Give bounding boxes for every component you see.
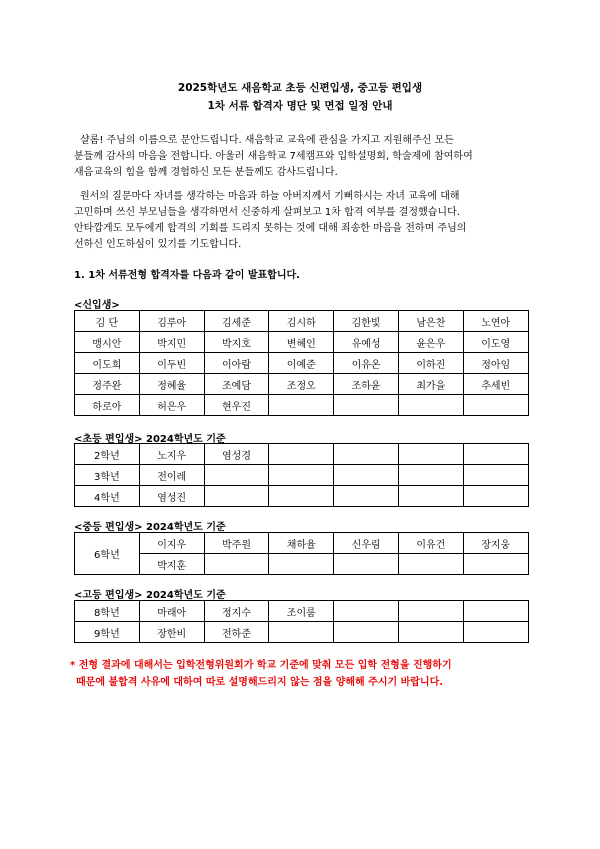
table-cell: 신우림 <box>334 533 399 554</box>
table-cell: 노지우 <box>139 444 204 465</box>
document-title-line2: 1차 서류 합격자 명단 및 면접 일정 안내 <box>207 100 393 112</box>
table-cell: 채하율 <box>269 533 334 554</box>
table-cell: 장한비 <box>139 622 204 643</box>
notice-line: 때문에 불합격 사유에 대하여 따로 설명해드리지 않는 점을 양해해 주시기 바랍니다. <box>76 677 444 688</box>
intro-p2-line: 고민하며 쓰신 부모님들을 생각하면서 신중하게 살펴보고 1차 합격 여부를 결정했습니다. <box>74 207 460 218</box>
table-cell: 염성진 <box>139 486 204 507</box>
table-cell: 정지수 <box>204 601 269 622</box>
table-cell: 정주완 <box>75 374 140 395</box>
table-cell <box>269 622 334 643</box>
table-cell: 정아임 <box>463 353 528 374</box>
table-cell: 마래아 <box>139 601 204 622</box>
table-cell: 조예담 <box>204 374 269 395</box>
table-cell <box>204 486 269 507</box>
table-cell <box>334 601 399 622</box>
new-students-table <box>74 310 529 416</box>
table-cell: 전하준 <box>204 622 269 643</box>
table-cell: 이두빈 <box>139 353 204 374</box>
table-cell: 유예성 <box>334 332 399 353</box>
table-cell: 이유건 <box>398 533 463 554</box>
table-row <box>75 311 529 332</box>
table-cell: 최가을 <box>398 374 463 395</box>
table-cell: 이아람 <box>204 353 269 374</box>
table-body <box>75 601 529 643</box>
table-cell: 이도희 <box>75 353 140 374</box>
table-row <box>75 622 529 643</box>
table-cell: 하로아 <box>75 395 140 416</box>
table-row <box>75 374 529 395</box>
table-cell <box>334 486 399 507</box>
table-cell <box>398 554 463 575</box>
table-cell <box>269 486 334 507</box>
high-transfer-table <box>74 600 529 643</box>
table-cell: 전이레 <box>139 465 204 486</box>
table-cell: 변혜인 <box>269 332 334 353</box>
table-cell: 이예준 <box>269 353 334 374</box>
table-cell: 2학년 <box>75 444 140 465</box>
table-cell: 김세준 <box>204 311 269 332</box>
table-cell: 박지훈 <box>139 554 204 575</box>
table-cell: 박지호 <box>204 332 269 353</box>
table-cell: 3학년 <box>75 465 140 486</box>
table-cell <box>463 601 528 622</box>
table-cell: 김루아 <box>139 311 204 332</box>
table-cell <box>398 444 463 465</box>
intro-p2-line: 원서의 질문마다 자녀를 생각하는 마음과 하늘 아버지께서 기뻐하시는 자녀 교육에 대해 <box>80 191 460 202</box>
table-cell: 정혜율 <box>139 374 204 395</box>
intro-paragraph-2 <box>74 189 544 253</box>
table-row <box>75 353 529 374</box>
table-cell: 이하진 <box>398 353 463 374</box>
intro-p2-line: 선하신 인도하심이 있기를 기도합니다. <box>74 239 242 250</box>
table-cell: 남은찬 <box>398 311 463 332</box>
document-title-line1: 2025학년도 새음학교 초등 신편입생, 중고등 편입생 <box>177 82 423 94</box>
intro-p2-line: 안타깝게도 모두에게 합격의 기회를 드리지 못하는 것에 대해 죄송한 마음을 전하며 주님의 <box>74 223 467 234</box>
table-row <box>75 554 529 575</box>
elementary-transfer-table <box>74 443 529 507</box>
table-body <box>75 311 529 416</box>
table-cell <box>269 554 334 575</box>
table-cell: 이도영 <box>463 332 528 353</box>
table-cell <box>463 395 528 416</box>
table-cell <box>398 622 463 643</box>
table-cell: 조하윤 <box>334 374 399 395</box>
table-body <box>75 444 529 507</box>
high-transfer-heading: <고등 편입생> 2024학년도 기준 <box>74 590 226 601</box>
table-cell <box>398 395 463 416</box>
table-cell: 4학년 <box>75 486 140 507</box>
middle-transfer-heading: <중등 편입생> 2024학년도 기준 <box>74 522 226 533</box>
table-cell <box>334 554 399 575</box>
table-cell <box>463 444 528 465</box>
table-cell: 맹시안 <box>75 332 140 353</box>
table-cell: 김시하 <box>269 311 334 332</box>
table-cell <box>334 444 399 465</box>
table-cell: 장지웅 <box>463 533 528 554</box>
new-students-heading: <신입생> <box>74 300 120 311</box>
table-cell: 김한빛 <box>334 311 399 332</box>
table-cell: 박지민 <box>139 332 204 353</box>
table-cell: 김 단 <box>75 311 140 332</box>
grade-cell: 6학년 <box>75 533 140 575</box>
section-1-heading: 1. 1차 서류전형 합격자를 다음과 같이 발표합니다. <box>74 270 300 281</box>
intro-paragraph-1 <box>74 133 544 181</box>
table-cell: 이유온 <box>334 353 399 374</box>
table-cell <box>334 395 399 416</box>
elementary-transfer-heading: <초등 편입생> 2024학년도 기준 <box>74 434 226 445</box>
table-cell <box>334 465 399 486</box>
table-row <box>75 395 529 416</box>
table-cell <box>463 622 528 643</box>
table-cell <box>463 465 528 486</box>
table-cell <box>463 554 528 575</box>
table-cell <box>204 465 269 486</box>
table-cell: 염성경 <box>204 444 269 465</box>
table-cell: 이지우 <box>139 533 204 554</box>
intro-p1-line: 새음교육의 힘을 함께 경험하신 모든 분들께도 감사드립니다. <box>74 167 338 178</box>
table-row <box>75 444 529 465</box>
notice-text <box>70 657 550 691</box>
table-cell <box>398 486 463 507</box>
table-cell: 9학년 <box>75 622 140 643</box>
table-cell: 조정오 <box>269 374 334 395</box>
table-cell <box>269 444 334 465</box>
notice-line: * 전형 결과에 대해서는 입학전형위원회가 학교 기준에 맞춰 모든 입학 전형을 진행하기 <box>70 660 452 671</box>
intro-p1-line: 샬롬! 주님의 이름으로 문안드립니다. 새음학교 교육에 관심을 가지고 지원해주신 모든 <box>80 135 454 146</box>
table-cell <box>463 486 528 507</box>
table-cell: 현우진 <box>204 395 269 416</box>
table-cell: 추세빈 <box>463 374 528 395</box>
intro-p1-line: 분들께 감사의 마음을 전합니다. 아울러 새음학교 7세캠프와 입학설명회, 학술제에 참여하여 <box>74 151 473 162</box>
middle-transfer-table <box>74 532 529 575</box>
table-row <box>75 601 529 622</box>
table-row <box>75 533 529 554</box>
table-cell <box>398 601 463 622</box>
table-cell: 조이룸 <box>269 601 334 622</box>
table-row <box>75 486 529 507</box>
table-cell <box>204 554 269 575</box>
table-cell: 노연아 <box>463 311 528 332</box>
table-cell <box>269 395 334 416</box>
table-row <box>75 465 529 486</box>
table-cell <box>269 465 334 486</box>
table-cell: 8학년 <box>75 601 140 622</box>
table-cell: 허은우 <box>139 395 204 416</box>
table-cell <box>334 622 399 643</box>
table-cell: 박주원 <box>204 533 269 554</box>
table-row <box>75 332 529 353</box>
table-cell <box>398 465 463 486</box>
table-cell: 윤은우 <box>398 332 463 353</box>
